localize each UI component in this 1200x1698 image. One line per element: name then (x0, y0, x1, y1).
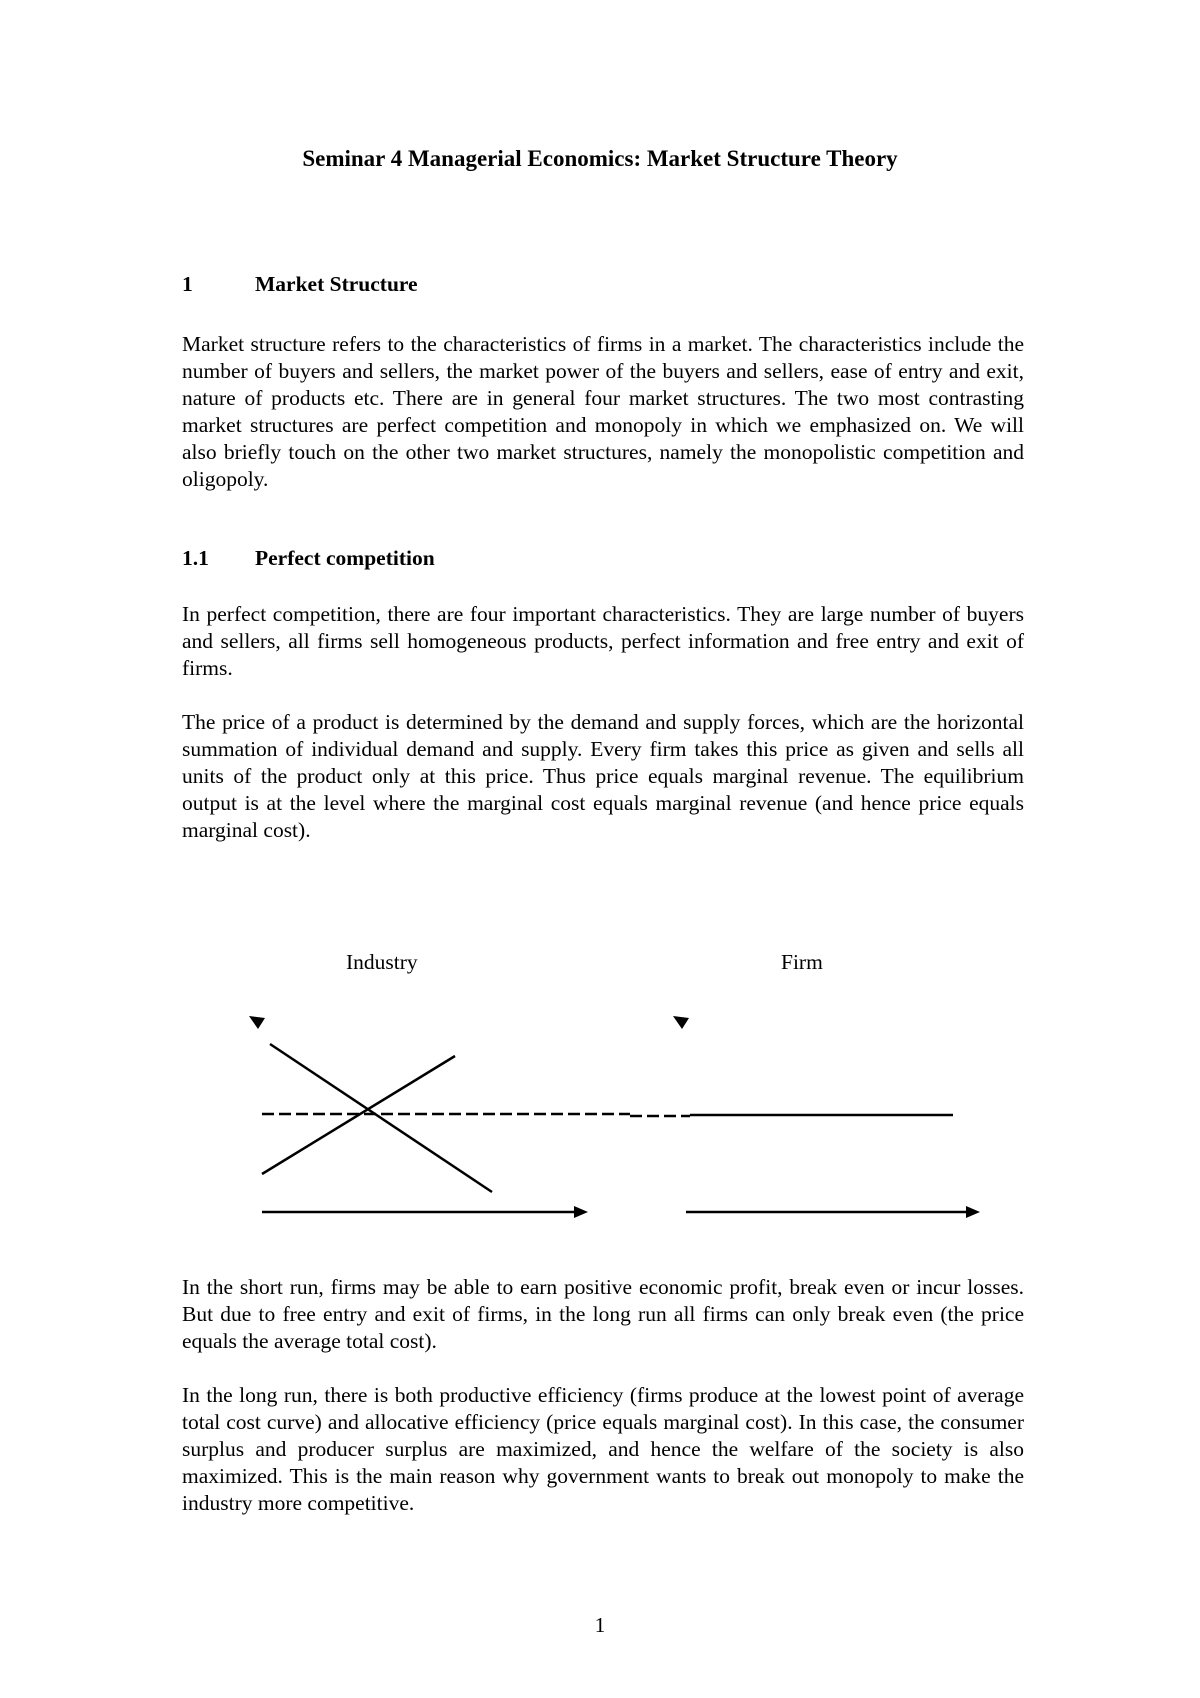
firm-label: Firm (781, 950, 823, 974)
perfect-competition-paragraph-4: In the long run, there is both productive efficiency (firms produce at the lowest point of average total cost curve) and allocative efficiency (price equals marginal cost). In this case, the consumer surplus and producer surplus are maximized, and hence the welfare of the society is also maximized. This is the main reason why government wants to break out monopoly to make the industry more competitive. (182, 1383, 1024, 1515)
section-1-1-title: Perfect competition (255, 546, 435, 570)
section-1-1-number: 1.1 (182, 546, 209, 570)
perfect-competition-paragraph-1: In perfect competition, there are four important characteristics. They are large number of buyers and sellers, all firms sell homogeneous products, perfect information and free entry and exit of firms. (182, 602, 1024, 680)
firm-x-axis-arrowhead (966, 1206, 980, 1218)
perfect-competition-paragraph-2: The price of a product is determined by the demand and supply forces, which are the horizontal summation of individual demand and supply. Every firm takes this price as given and sells all units of the product only at this price. Thus price equals marginal revenue. The equilibrium output is at the level where the marginal cost equals marginal revenue (and hence price equals marginal cost). (182, 710, 1024, 842)
section-1-paragraph: Market structure refers to the characteristics of firms in a market. The characteristics include the number of buyers and sellers, the market power of the buyers and sellers, ease of entry and exit, nature of products etc. There are in general four market structures. The two most contrasting market structures are perfect competition and monopoly in which we emphasized on. We will also briefly touch on the other two market structures, namely the monopolistic competition and oligopoly. (182, 332, 1024, 491)
page-number: 1 (594, 1613, 606, 1637)
section-1-1-heading (182, 546, 435, 571)
industry-label: Industry (346, 950, 418, 974)
section-1-heading (182, 272, 418, 297)
perfect-competition-paragraph-3: In the short run, firms may be able to earn positive economic profit, break even or incur losses. But due to free entry and exit of firms, in the long run all firms can only break even (the price equals the average total cost). (182, 1275, 1024, 1353)
market-diagram (0, 990, 1200, 1230)
firm-y-axis-arrowhead (673, 1016, 689, 1029)
industry-y-axis-arrowhead (249, 1016, 265, 1029)
industry-x-axis-arrowhead (574, 1206, 588, 1218)
section-1-title: Market Structure (255, 272, 418, 296)
section-1-number: 1 (182, 272, 193, 296)
document-title: Seminar 4 Managerial Economics: Market Structure Theory (302, 146, 898, 171)
demand-curve (270, 1044, 492, 1192)
